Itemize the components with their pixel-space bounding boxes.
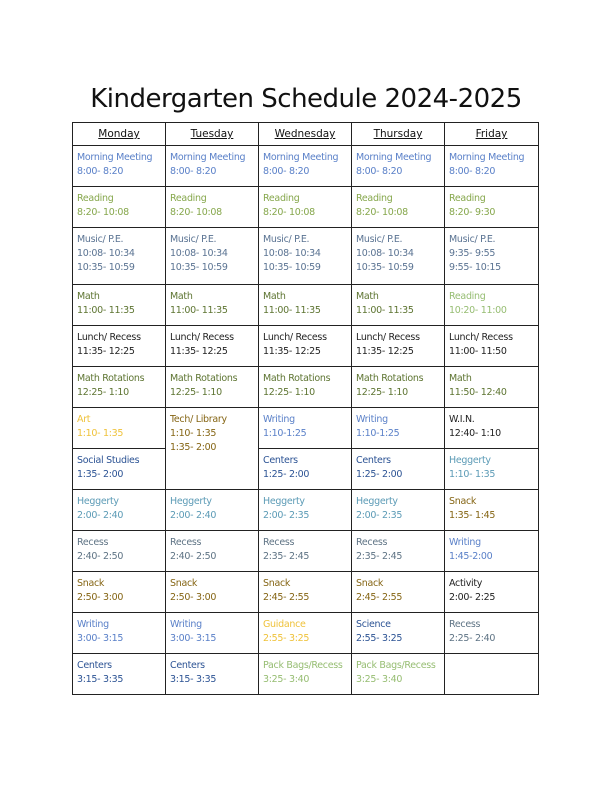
activity-time: 10:08- 10:34 (356, 248, 414, 259)
cell-math (445, 367, 539, 408)
activity-name: Recess (170, 537, 202, 548)
activity-name: Reading (77, 193, 114, 204)
activity-time: 3:25- 3:40 (356, 674, 403, 685)
activity-time: 3:15- 3:35 (77, 674, 124, 685)
cell-pack-bags-recess (352, 654, 445, 695)
activity-time: 1:10- 1:35 (449, 469, 496, 480)
cell-recess (73, 531, 166, 572)
cell-reading (73, 187, 166, 228)
activity-time: 10:35- 10:59 (77, 262, 135, 273)
cell-lunch-recess (259, 326, 352, 367)
activity-name: Snack (356, 578, 384, 589)
cell-recess (166, 531, 259, 572)
cell-lunch-recess (166, 326, 259, 367)
cell-snack (445, 490, 539, 531)
cell-reading (445, 285, 539, 326)
activity-name: Reading (356, 193, 393, 204)
cell-snack (73, 572, 166, 613)
activity-name: Morning Meeting (449, 152, 525, 163)
cell-reading (166, 187, 259, 228)
page-title: Kindergarten Schedule 2024-2025 (90, 84, 522, 114)
activity-time: 10:35- 10:59 (263, 262, 321, 273)
activity-time: 12:25- 1:10 (263, 387, 315, 398)
activity-time: 1:35- 2:00 (77, 469, 124, 480)
cell-heggerty (73, 490, 166, 531)
activity-name: Snack (449, 496, 477, 507)
cell-lunch-recess (73, 326, 166, 367)
activity-name: Math Rotations (356, 373, 424, 384)
cell-lunch-recess (445, 326, 539, 367)
cell-morning-meeting (259, 146, 352, 187)
cell-morning-meeting (73, 146, 166, 187)
schedule-table (72, 122, 539, 695)
cell-snack (166, 572, 259, 613)
schedule-row (73, 285, 539, 326)
day-header-thursday: Thursday (352, 123, 445, 146)
cell-writing (166, 613, 259, 654)
activity-name: Writing (77, 619, 109, 630)
activity-name: Morning Meeting (77, 152, 153, 163)
activity-time: 2:25- 2:40 (449, 633, 496, 644)
activity-name: Activity (449, 578, 483, 589)
cell-music-p-e (259, 228, 352, 285)
activity-time: 2:35- 2:45 (356, 551, 403, 562)
cell-math (166, 285, 259, 326)
activity-time: 2:45- 2:55 (356, 592, 403, 603)
activity-time: 1:10- 1:35 (77, 428, 124, 439)
activity-time: 10:35- 10:59 (356, 262, 414, 273)
day-header-friday: Friday (445, 123, 539, 146)
activity-name: Recess (449, 619, 481, 630)
activity-time: 2:00- 2:40 (77, 510, 124, 521)
activity-name: Heggerty (356, 496, 398, 507)
activity-time: 2:40- 2:50 (77, 551, 124, 562)
cell-snack (352, 572, 445, 613)
activity-time: 1:10-1:25 (263, 428, 307, 439)
activity-time: 8:20- 10:08 (77, 207, 129, 218)
cell-reading (445, 187, 539, 228)
cell-math (352, 285, 445, 326)
cell-morning-meeting (166, 146, 259, 187)
cell-heggerty (259, 490, 352, 531)
activity-time: 2:00- 2:40 (170, 510, 217, 521)
activity-name: Math (170, 291, 193, 302)
activity-name: Centers (170, 660, 205, 671)
activity-time: 2:50- 3:00 (77, 592, 124, 603)
activity-name: Math (356, 291, 379, 302)
activity-time: 11:00- 11:35 (77, 305, 135, 316)
schedule-row (73, 654, 539, 695)
cell-math-rotations (352, 367, 445, 408)
activity-name: Heggerty (170, 496, 212, 507)
activity-time: 2:45- 2:55 (263, 592, 310, 603)
activity-time: 11:35- 12:25 (77, 346, 135, 357)
schedule-row (73, 187, 539, 228)
cell-snack (259, 572, 352, 613)
activity-name: Music/ P.E. (449, 234, 496, 245)
activity-name: Lunch/ Recess (77, 332, 141, 343)
activity-time: 1:35- 2:00 (170, 442, 217, 453)
activity-name: Reading (449, 291, 486, 302)
activity-name: Snack (170, 578, 198, 589)
cell-activity (445, 572, 539, 613)
activity-name: Heggerty (449, 455, 491, 466)
day-header-tuesday: Tuesday (166, 123, 259, 146)
cell-morning-meeting (352, 146, 445, 187)
activity-name: Music/ P.E. (356, 234, 403, 245)
activity-name: Writing (449, 537, 481, 548)
activity-time: 2:55- 3:25 (356, 633, 403, 644)
activity-time: 9:55- 10:15 (449, 262, 501, 273)
activity-time: 2:00- 2:35 (263, 510, 310, 521)
activity-name: Guidance (263, 619, 306, 630)
activity-name: Recess (263, 537, 295, 548)
cell-reading (259, 187, 352, 228)
activity-time: 12:40- 1:10 (449, 428, 501, 439)
cell-guidance (259, 613, 352, 654)
activity-time: 2:50- 3:00 (170, 592, 217, 603)
cell-centers (259, 449, 352, 490)
activity-time: 1:10- 1:35 (170, 428, 217, 439)
activity-name: Music/ P.E. (77, 234, 124, 245)
activity-time: 10:35- 10:59 (170, 262, 228, 273)
activity-time: 8:20- 9:30 (449, 207, 496, 218)
activity-time: 11:00- 11:35 (263, 305, 321, 316)
activity-time: 2:00- 2:35 (356, 510, 403, 521)
activity-time: 8:00- 8:20 (77, 166, 124, 177)
activity-time: 3:25- 3:40 (263, 674, 310, 685)
cell-recess (259, 531, 352, 572)
schedule-row (73, 613, 539, 654)
cell-writing (73, 613, 166, 654)
cell-recess (352, 531, 445, 572)
cell-math-rotations (166, 367, 259, 408)
activity-time: 11:00- 11:35 (170, 305, 228, 316)
activity-name: Science (356, 619, 391, 630)
activity-name: Math (449, 373, 472, 384)
activity-name: Lunch/ Recess (263, 332, 327, 343)
cell-music-p-e (352, 228, 445, 285)
activity-time: 9:35- 9:55 (449, 248, 496, 259)
activity-name: Reading (449, 193, 486, 204)
activity-name: Math Rotations (263, 373, 331, 384)
day-header-monday: Monday (73, 123, 166, 146)
activity-name: Recess (77, 537, 109, 548)
activity-time: 3:00- 3:15 (77, 633, 124, 644)
cell-math (73, 285, 166, 326)
cell-math-rotations (259, 367, 352, 408)
cell-math (259, 285, 352, 326)
activity-name: Music/ P.E. (170, 234, 217, 245)
activity-time: 1:35- 1:45 (449, 510, 496, 521)
cell-music-p-e (445, 228, 539, 285)
schedule-row (73, 449, 539, 490)
schedule-row (73, 490, 539, 531)
activity-name: Art (77, 414, 91, 425)
activity-name: Math Rotations (77, 373, 145, 384)
activity-name: Writing (263, 414, 295, 425)
activity-time: 2:35- 2:45 (263, 551, 310, 562)
schedule-row (73, 408, 539, 449)
activity-time: 8:00- 8:20 (449, 166, 496, 177)
activity-time: 8:20- 10:08 (356, 207, 408, 218)
activity-name: Morning Meeting (263, 152, 339, 163)
activity-time: 8:20- 10:08 (263, 207, 315, 218)
activity-name: Reading (263, 193, 300, 204)
schedule-row (73, 572, 539, 613)
cell-centers (166, 654, 259, 695)
empty-cell (445, 654, 539, 695)
activity-name: Morning Meeting (356, 152, 432, 163)
cell-math-rotations (73, 367, 166, 408)
cell-lunch-recess (352, 326, 445, 367)
activity-name: Pack Bags/Recess (263, 660, 343, 671)
schedule-row (73, 146, 539, 187)
cell-recess (445, 613, 539, 654)
cell-tech-library (166, 408, 259, 490)
cell-writing (352, 408, 445, 449)
activity-time: 11:35- 12:25 (170, 346, 228, 357)
activity-name: Heggerty (77, 496, 119, 507)
activity-time: 2:00- 2:25 (449, 592, 496, 603)
activity-time: 11:35- 12:25 (356, 346, 414, 357)
activity-time: 1:45-2:00 (449, 551, 493, 562)
cell-heggerty (166, 490, 259, 531)
cell-writing (259, 408, 352, 449)
activity-name: Lunch/ Recess (449, 332, 513, 343)
activity-time: 11:35- 12:25 (263, 346, 321, 357)
activity-name: Heggerty (263, 496, 305, 507)
cell-centers (73, 654, 166, 695)
cell-music-p-e (166, 228, 259, 285)
activity-time: 3:00- 3:15 (170, 633, 217, 644)
activity-time: 12:25- 1:10 (77, 387, 129, 398)
activity-name: Morning Meeting (170, 152, 246, 163)
activity-name: Writing (170, 619, 202, 630)
activity-time: 11:00- 11:35 (356, 305, 414, 316)
cell-centers (352, 449, 445, 490)
schedule-row (73, 531, 539, 572)
activity-time: 2:55- 3:25 (263, 633, 310, 644)
activity-name: Writing (356, 414, 388, 425)
activity-time: 11:50- 12:40 (449, 387, 507, 398)
cell-music-p-e (73, 228, 166, 285)
cell-reading (352, 187, 445, 228)
activity-time: 8:00- 8:20 (170, 166, 217, 177)
activity-name: Pack Bags/Recess (356, 660, 436, 671)
activity-time: 1:10-1:25 (356, 428, 400, 439)
cell-w-i-n (445, 408, 539, 449)
cell-pack-bags-recess (259, 654, 352, 695)
activity-time: 10:08- 10:34 (263, 248, 321, 259)
schedule-row (73, 326, 539, 367)
activity-time: 8:00- 8:20 (356, 166, 403, 177)
activity-time: 11:00- 11:50 (449, 346, 507, 357)
activity-time: 10:08- 10:34 (77, 248, 135, 259)
activity-name: Music/ P.E. (263, 234, 310, 245)
activity-name: Snack (77, 578, 105, 589)
activity-name: Reading (170, 193, 207, 204)
cell-art (73, 408, 166, 449)
activity-name: Math Rotations (170, 373, 238, 384)
activity-name: W.I.N. (449, 414, 475, 425)
activity-name: Centers (356, 455, 391, 466)
activity-name: Math (263, 291, 286, 302)
cell-writing (445, 531, 539, 572)
schedule-row (73, 228, 539, 285)
activity-name: Math (77, 291, 100, 302)
activity-name: Centers (263, 455, 298, 466)
cell-heggerty (445, 449, 539, 490)
activity-name: Lunch/ Recess (170, 332, 234, 343)
activity-time: 10:08- 10:34 (170, 248, 228, 259)
activity-time: 2:40- 2:50 (170, 551, 217, 562)
activity-time: 3:15- 3:35 (170, 674, 217, 685)
activity-name: Snack (263, 578, 291, 589)
activity-name: Lunch/ Recess (356, 332, 420, 343)
activity-time: 12:25- 1:10 (170, 387, 222, 398)
activity-time: 12:25- 1:10 (356, 387, 408, 398)
activity-name: Recess (356, 537, 388, 548)
header-row (73, 123, 539, 146)
activity-time: 1:25- 2:00 (263, 469, 310, 480)
schedule-row (73, 367, 539, 408)
cell-morning-meeting (445, 146, 539, 187)
activity-time: 8:20- 10:08 (170, 207, 222, 218)
activity-time: 1:25- 2:00 (356, 469, 403, 480)
activity-name: Centers (77, 660, 112, 671)
cell-science (352, 613, 445, 654)
cell-social-studies (73, 449, 166, 490)
day-header-wednesday: Wednesday (259, 123, 352, 146)
activity-time: 10:20- 11:00 (449, 305, 507, 316)
cell-heggerty (352, 490, 445, 531)
activity-name: Social Studies (77, 455, 140, 466)
activity-time: 8:00- 8:20 (263, 166, 310, 177)
activity-name: Tech/ Library (170, 414, 227, 425)
